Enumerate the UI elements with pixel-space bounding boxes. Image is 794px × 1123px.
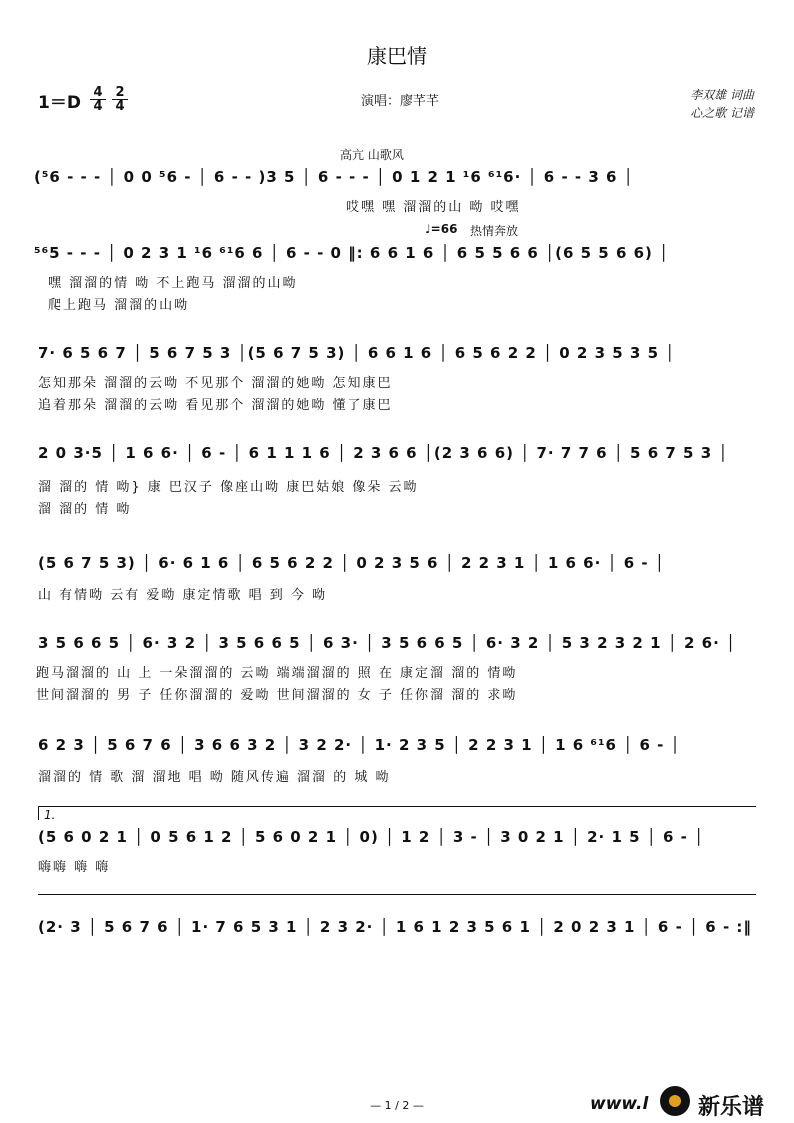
time-signature-4-4: [90, 86, 106, 113]
singer: 演唱：廖芊芊: [360, 94, 439, 109]
page-title: 康巴情: [367, 44, 427, 68]
lyrics-row-1-verse-1: 哎嘿 嘿 溜溜的山 呦 哎嘿: [346, 200, 521, 215]
lyrics-row-6-verse-2: 世间溜溜的 男 子 任你溜溜的 爱呦 世间溜溜的 女 子 任你溜 溜的 求呦: [36, 688, 518, 703]
volta-bracket-edge: [38, 806, 39, 820]
notation-row-5: (5 6 7 5 3) │ 6· 6 1 6 │ 6 5 6 2 2 │ 0 2 3 5 6 │ 2 2 3 1 │ 1 6 6· │ 6 - │: [38, 554, 665, 572]
watermark-site-name: 新乐谱: [698, 1095, 765, 1120]
notation-row-3: 7· 6 5 6 7 │ 5 6 7 5 3 │(5 6 7 5 3) │ 6 6 1 6 │ 6 5 6 2 2 │ 0 2 3 5 3 5 │: [38, 344, 676, 362]
lyrics-row-2-verse-1: 嘿 溜溜的情 呦 不上跑马 溜溜的山呦: [48, 276, 298, 291]
notation-row-7: 6 2 3 │ 5 6 7 6 │ 3 6 6 3 2 │ 3 2 2· │ 1· 2 3 5 │ 2 2 3 1 │ 1 6 ⁶¹6 │ 6 - │: [38, 736, 681, 754]
vinyl-record-icon: [660, 1086, 690, 1116]
notation-row-8: (5 6 0 2 1 │ 0 5 6 1 2 │ 5 6 0 2 1 │ 0) │ 1 2 │ 3 - │ 3 0 2 1 │ 2· 1 5 │ 6 - │: [38, 828, 705, 846]
style-annotation: 高亢 山歌风: [340, 148, 404, 162]
lyrics-row-5-verse-1: 山 有情呦 云有 爱呦 康定情歌 唱 到 今 呦: [38, 588, 328, 603]
lyrics-row-2-verse-2: 爬上跑马 溜溜的山呦: [48, 298, 190, 313]
second-ending-line: [38, 894, 756, 895]
credit-transcriber: 心之歌 记谱: [690, 106, 754, 120]
volta-bracket-line: [38, 806, 756, 807]
time-sig-top: 4: [90, 86, 106, 100]
notation-row-4: 2 0 3·5 │ 1 6 6· │ 6 - │ 6 1 1 1 6 │ 2 3 6 6 │(2 3 6 6) │ 7· 7 7 6 │ 5 6 7 5 3 │: [38, 444, 729, 462]
lyrics-row-4-verse-1: 溜 溜的 情 呦} 康 巴汉子 像座山呦 康巴姑娘 像朵 云呦: [38, 480, 419, 495]
notation-row-9: (2· 3 │ 5 6 7 6 │ 1· 7 6 5 3 1 │ 2 3 2· │ 1 6 1 2 3 5 6 1 │ 2 0 2 3 1 │ 6 - │ 6 - :‖: [38, 918, 752, 936]
notation-row-6: 3 5 6 6 5 │ 6· 3 2 │ 3 5 6 6 5 │ 6 3· │ 3 5 6 6 5 │ 6· 3 2 │ 5 3 2 3 2 1 │ 2 6· │: [38, 634, 737, 652]
lyrics-row-3-verse-1: 怎知那朵 溜溜的云呦 不见那个 溜溜的她呦 怎知康巴: [38, 376, 393, 391]
time-sig-top: 2: [112, 86, 128, 100]
credit-composer: 李双雄 词曲: [690, 88, 754, 102]
time-signature-2-4: [112, 86, 128, 113]
lyrics-row-8-verse-1: 嗨嗨 嗨 嗨: [38, 860, 111, 875]
time-sig-bottom: 4: [93, 99, 103, 114]
tempo-text: 热情奔放: [470, 224, 519, 238]
tempo-marking: ♩=66: [425, 222, 458, 236]
key-signature: 1＝D: [38, 93, 81, 113]
lyrics-row-7-verse-1: 溜溜的 情 歌 溜 溜地 唱 呦 随风传遍 溜溜 的 城 呦: [38, 770, 391, 785]
notation-row-1: (⁵6 - - - │ 0 0 ⁵6 - │ 6 - - )3 5 │ 6 - - - │ 0 1 2 1 ¹6 ⁶¹6· │ 6 - - 3 6 │: [34, 168, 634, 186]
notation-row-2: ⁵⁶5 - - - │ 0 2 3 1 ¹6 ⁶¹6 6 │ 6 - - 0 ‖: 6 6 1 6 │ 6 5 5 6 6 │(6 5 5 6 6) │: [34, 244, 670, 262]
lyrics-row-3-verse-2: 追着那朵 溜溜的云呦 看见那个 溜溜的她呦 懂了康巴: [38, 398, 393, 413]
lyrics-row-4-verse-2: 溜 溜的 情 呦: [38, 502, 132, 517]
watermark-url: www.l: [590, 1094, 649, 1114]
volta-number: 1.: [44, 808, 56, 822]
lyrics-row-6-verse-1: 跑马溜溜的 山 上 一朵溜溜的 云呦 端端溜溜的 照 在 康定溜 溜的 情呦: [36, 666, 518, 681]
time-sig-bottom: 4: [115, 99, 125, 114]
page-number: — 1 / 2 —: [370, 1099, 424, 1112]
